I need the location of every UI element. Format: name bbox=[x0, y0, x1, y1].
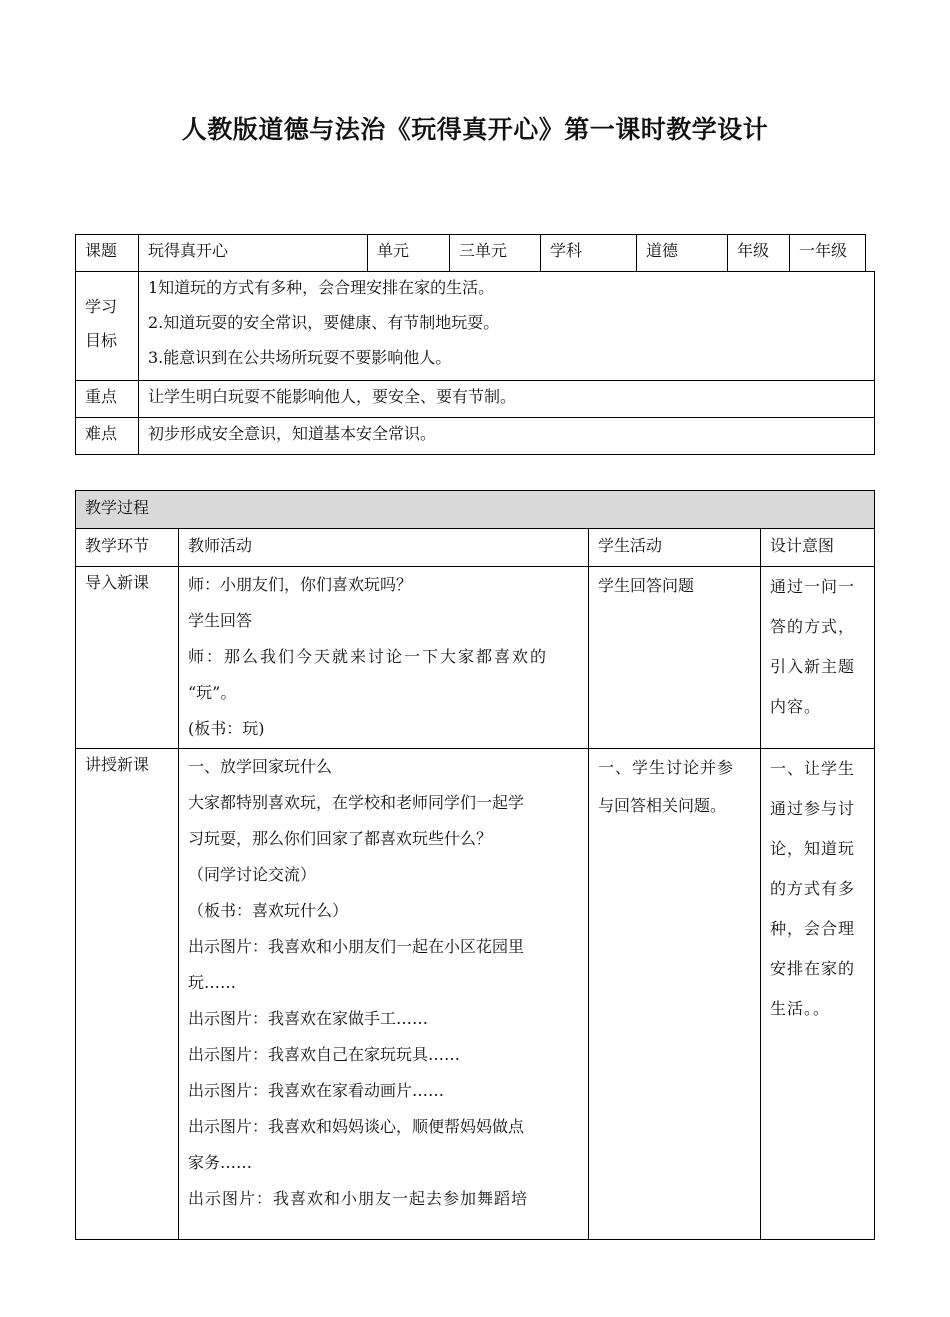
intent-line: 一、让学生 bbox=[770, 759, 856, 778]
course-value: 玩得真开心 bbox=[138, 234, 368, 272]
teacher-line: 出示图片：我喜欢在家做手工…… bbox=[188, 1009, 429, 1028]
teacher-line: 出示图片：我喜欢和小朋友一起去参加舞蹈培 bbox=[188, 1189, 529, 1208]
intent-line: 安排在家的 bbox=[770, 959, 856, 978]
grade-value: 一年级 bbox=[789, 234, 866, 272]
intent-line: 种，会合理 bbox=[770, 919, 856, 938]
teacher-line: （同学讨论交流） bbox=[188, 865, 317, 884]
process-header: 教学过程 bbox=[75, 490, 875, 529]
student-line: 学生回答问题 bbox=[598, 576, 695, 595]
teacher-line: “玩”。 bbox=[188, 683, 237, 702]
student-line: 一、学生讨论并参 bbox=[598, 758, 735, 777]
teacher-line: 大家都特别喜欢玩，在学校和老师同学们一起学 bbox=[188, 793, 525, 812]
row-lesson-stage: 讲授新课 bbox=[75, 748, 179, 1240]
row-intro-student bbox=[588, 566, 761, 749]
teacher-line: (板书：玩) bbox=[188, 719, 265, 738]
intent-line: 生活。。 bbox=[770, 999, 831, 1018]
student-line: 与回答相关问题。 bbox=[598, 796, 727, 815]
teacher-line: 出示图片：我喜欢自己在家玩玩具…… bbox=[188, 1045, 461, 1064]
teacher-line: 师：那么我们今天就来讨论一下大家都喜欢的 bbox=[188, 647, 549, 666]
intent-line: 通过参与讨 bbox=[770, 799, 856, 818]
row-intro-teacher bbox=[178, 566, 589, 749]
teacher-line: 学生回答 bbox=[188, 611, 253, 630]
document-title: 人教版道德与法治《玩得真开心》第一课时教学设计 bbox=[181, 115, 769, 144]
objective-item: 1知道玩的方式有多种，会合理安排在家的生活。 bbox=[148, 278, 495, 297]
teacher-line: 家务…… bbox=[188, 1153, 253, 1172]
key-point-value: 让学生明白玩耍不能影响他人，要安全、要有节制。 bbox=[138, 380, 875, 418]
row-lesson-teacher bbox=[178, 748, 589, 1240]
difficulty-value: 初步形成安全意识，知道基本安全常识。 bbox=[138, 417, 875, 455]
teacher-line: 出示图片：我喜欢和小朋友们一起在小区花园里 bbox=[188, 937, 525, 956]
teacher-line: 出示图片：我喜欢在家看动画片…… bbox=[188, 1081, 445, 1100]
column-header-student: 学生活动 bbox=[588, 528, 761, 567]
row-intro-intent bbox=[760, 566, 875, 749]
key-point-label: 重点 bbox=[75, 380, 139, 418]
column-header-teacher: 教师活动 bbox=[178, 528, 589, 567]
unit-label: 单元 bbox=[367, 234, 450, 272]
objectives-label-line: 目标 bbox=[85, 331, 118, 350]
teacher-line: 出示图片：我喜欢和妈妈谈心，顺便帮妈妈做点 bbox=[188, 1117, 525, 1136]
teacher-line: 师：小朋友们，你们喜欢玩吗？ bbox=[188, 575, 413, 594]
subject-value: 道德 bbox=[636, 234, 728, 272]
teacher-line: 习玩耍，那么你们回家了都喜欢玩些什么？ bbox=[188, 829, 493, 848]
objective-item: 3.能意识到在公共场所玩耍不要影响他人。 bbox=[148, 348, 452, 367]
grade-label: 年级 bbox=[727, 234, 790, 272]
course-label: 课题 bbox=[75, 234, 139, 272]
intent-line: 答的方式， bbox=[770, 617, 856, 636]
objectives-label bbox=[75, 271, 139, 381]
difficulty-label: 难点 bbox=[75, 417, 139, 455]
objectives-list bbox=[138, 271, 875, 381]
row-intro-stage: 导入新课 bbox=[75, 566, 179, 749]
objective-item: 2.知道玩耍的安全常识，要健康、有节制地玩耍。 bbox=[148, 313, 500, 332]
subject-label: 学科 bbox=[540, 234, 637, 272]
intent-line: 内容。 bbox=[770, 697, 822, 716]
intent-line: 通过一问一 bbox=[770, 577, 856, 596]
intent-line: 论，知道玩 bbox=[770, 839, 856, 858]
teacher-line: 一、放学回家玩什么 bbox=[188, 757, 333, 776]
column-header-intent: 设计意图 bbox=[760, 528, 875, 567]
unit-value: 三单元 bbox=[449, 234, 541, 272]
intent-line: 引入新主题 bbox=[770, 657, 856, 676]
row-lesson-student bbox=[588, 748, 761, 1240]
column-header-stage: 教学环节 bbox=[75, 528, 179, 567]
teacher-line: （板书：喜欢玩什么） bbox=[188, 901, 349, 920]
objectives-label-line: 学习 bbox=[85, 297, 118, 316]
teacher-line: 玩…… bbox=[188, 973, 237, 992]
intent-line: 的方式有多 bbox=[770, 879, 856, 898]
row-lesson-intent bbox=[760, 748, 875, 1240]
